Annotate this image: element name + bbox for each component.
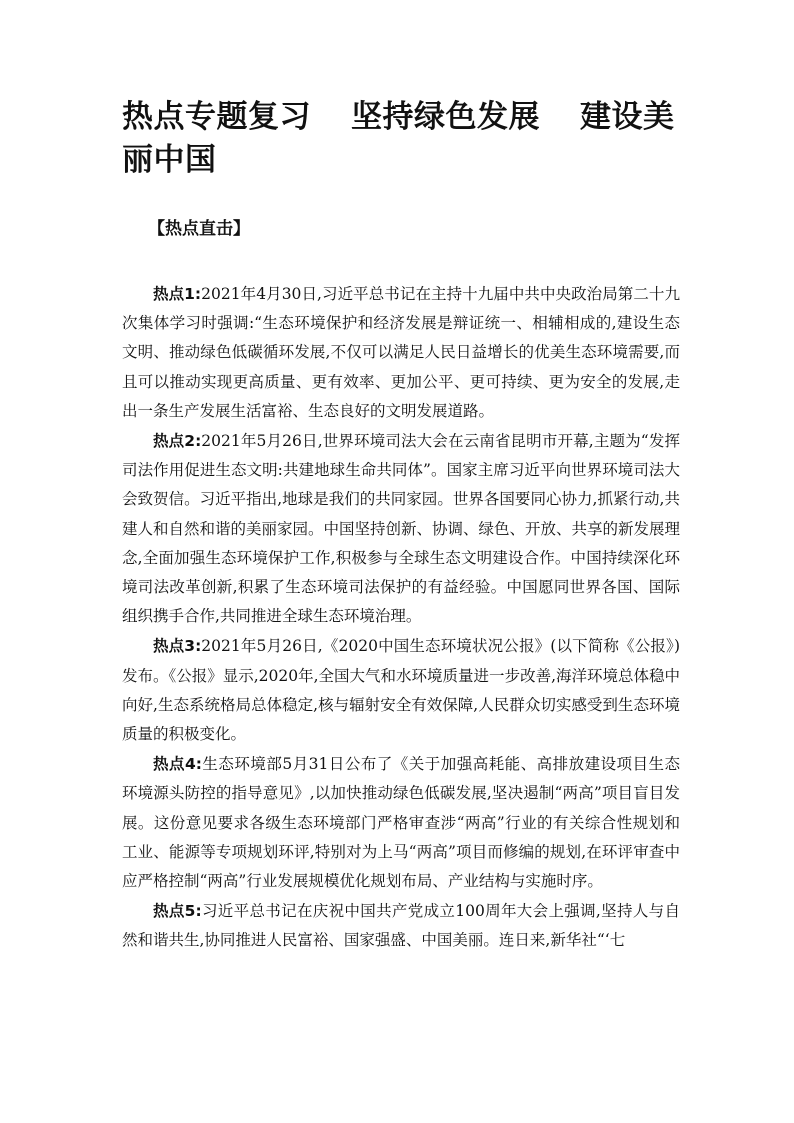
hotspot-label: 热点3: bbox=[153, 637, 202, 656]
title-part-2: 坚持绿色发展 bbox=[351, 99, 540, 135]
hotspot-text: 2021年4月30日,习近平总书记在主持十九届中共中央政治局第二十九次集体学习时强调:“生态环境保护和经济发展是辩证统一、相辅相成的,建设生态文明、推动绿色低碳循环发展,不仅可以满足人民日益增长的优美生态环境需要,而且可以推动实现更高质量、更有效率、更加公平、更可持续、更为安全的发展,走出一条生产发展生活富裕、生态良好的文明发展道路。 bbox=[122, 285, 680, 420]
section-heading: 【热点直击】 bbox=[148, 219, 250, 239]
hotspot-text: 2021年5月26日,《2020中国生态环境状况公报》(以下简称《公报》)发布。《公报》显示,2020年,全国大气和水环境质量进一步改善,海洋环境总体稳中向好,生态系统格局总体稳定,核与辐射安全有效保障,人民群众切实感受到生态环境质量的积极变化。 bbox=[122, 637, 680, 744]
hotspot-paragraph-3 bbox=[122, 632, 680, 749]
page-title bbox=[122, 96, 682, 182]
hotspot-paragraph-1 bbox=[122, 280, 680, 426]
hotspot-label: 热点1: bbox=[153, 285, 202, 303]
hotspot-paragraph-2 bbox=[122, 427, 680, 631]
hotspot-text: 习近平总书记在庆祝中国共产党成立100周年大会上强调,坚持人与自然和谐共生,协同推进人民富裕、国家强盛、中国美丽。连日来,新华社“‘七 bbox=[122, 902, 680, 950]
hotspot-paragraph-5 bbox=[122, 897, 680, 955]
hotspot-paragraph-4 bbox=[122, 750, 680, 896]
hotspot-label: 热点4: bbox=[153, 755, 202, 774]
hotspot-label: 热点5: bbox=[153, 902, 202, 921]
hotspot-label: 热点2: bbox=[153, 432, 202, 451]
title-part-1: 热点专题复习 bbox=[122, 99, 311, 135]
document-body bbox=[122, 280, 680, 957]
title-part-3: 建设美丽中国 bbox=[122, 99, 675, 178]
hotspot-text: 2021年5月26日,世界环境司法大会在云南省昆明市开幕,主题为“发挥司法作用促进生态文明:共建地球生命共同体”。国家主席习近平向世界环境司法大会致贺信。习近平指出,地球是我们的共同家园。世界各国要同心协力,抓紧行动,共建人和自然和谐的美丽家园。中国坚持创新、协调、绿色、开放、共享的新发展理念,全面加强生态环境保护工作,积极参与全球生态文明建设合作。中国持续深化环境司法改革创新,积累了生态环境司法保护的有益经验。中国愿同世界各国、国际组织携手合作,共同推进全球生态环境治理。 bbox=[122, 432, 681, 626]
hotspot-text: 生态环境部5月31日公布了《关于加强高耗能、高排放建设项目生态环境源头防控的指导意见》,以加快推动绿色低碳发展,坚决遏制“两高”项目盲目发展。这份意见要求各级生态环境部门严格审查涉“两高”行业的有关综合性规划和工业、能源等专项规划环评,特别对为上马“两高”项目而修编的规划,在环评审查中应严格控制“两高”行业发展规模优化规划布局、产业结构与实施时序。 bbox=[122, 755, 680, 891]
